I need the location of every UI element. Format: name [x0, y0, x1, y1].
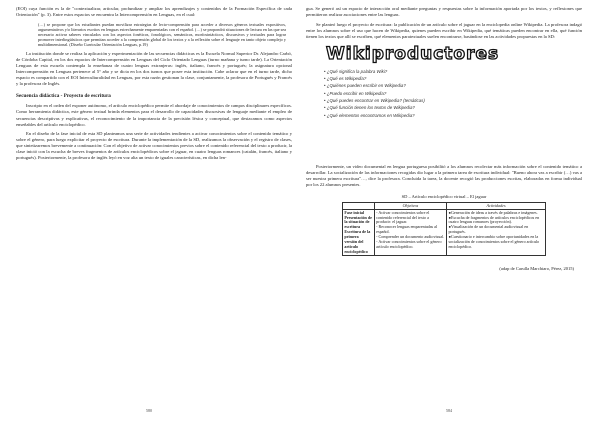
wikiproductores-figure — [324, 44, 574, 160]
list-item: • ¿Qué elementos encontramos en Wikipedia? — [324, 112, 574, 119]
left-page-number: 580 — [146, 408, 152, 413]
list-item: • ¿Qué función tienen los textos de Wikipedia? — [324, 104, 574, 111]
right-paragraph-1: gua. Se generó así un espacio de interacción oral mediante preguntas y respuestas sobre la información aportada por los textos, y reflexiones que permitieron realizar asociaciones entre las lenguas. — [306, 6, 582, 18]
wikiproductores-logo: Wikiproductores — [326, 43, 500, 64]
table-cell-objetivos: - Activar conocimientos sobre el contenido referencial del texto a producir: el jaguar. - Reconocer lenguas emparentadas al español. - Comprender un documento audiovisual. - Activar conocimientos sobre el género artículo enciclopédico. — [374, 210, 446, 256]
section-heading: Secuencia didáctica - Proyecto de escritura — [16, 93, 111, 100]
left-paragraph-4: En el diseño de la fase inicial de esta SD planteamos una serie de actividades tendientes a activar conocimientos sobre el contenido temático y sobre el género, para luego explicitar el proyecto de escritura. Durante la implementación de la SD, realizamos la observación y el registro de clases, que sintetizaremos brevemente a continuación: Con el objetivo de activar conocimientos previos sobre el contenido referencial del texto a producir, la clase inició con la escucha de breves fragmentos de artículos enciclopédicos sobre el jaguar, en cuatro lenguas romances (catalán, francés, italiano y portugués). Posteriormente, la profesora de inglés leyó en voz alta un texto de iguales características, en dicha len- — [16, 131, 292, 161]
left-paragraph-3: Inscripto en el orden del exponer autónomo, el artículo enciclopédico permite el abordaje de conocimientos de campos disciplinares específicos. Como herramienta didáctica, este género textual brinda elementos para el desarrollo de capacidades discursivas de lenguaje mediante el empleo de secuencias descriptivas y explicativas, el reconocimiento de la importancia de la precisión léxica y conceptual, que destacamos como aspectos enseñables del artículo enciclopédico. — [16, 103, 292, 127]
row-label-escritura: Escritura de la primera versión del artículo enciclopédico — [344, 229, 371, 254]
table-source: (adap de Carulla Marchiaro, Pérez, 2015) — [499, 266, 574, 272]
row-label-fase-inicial: Fase inicial Presentación de la situación de escritura — [344, 209, 372, 230]
table-header-objetivos: Objetivos — [374, 202, 446, 209]
block-quote: (…) se propone que los estudiantes puedan movilizar estrategias de lecto-comprensión para acceder a diversos géneros textuales expositivos, argumentativos y/o literarios escritos en lenguas estrechamente emparentadas con el español. (…) se propondrá situaciones de lectura en las que sea necesario activar saberes vinculados con los aspectos fonéticos, fonológicos, semánticos, morfosintácticos, discursivos y textuales para lograr promover interlingüísticos que permitan acceder a la comprensión global de los textos y a la reflexión sobre el lenguaje en tanto objeto complejo y multidimensional. (Diseño Curricular Orientación Lenguas, p.19) — [38, 21, 286, 48]
left-paragraph-1: (EOI) cuya función es la de "contextualizar, articular, profundizar y ampliar los aprendizajes y contenidos de la Formación Específica de cada Orientación" (p. 3). Entre estos espacios se encuentra la Intercomprensión en Lenguas, en el cual: — [16, 6, 292, 18]
right-page-number: 584 — [446, 408, 452, 413]
table-row-label — [343, 210, 375, 256]
list-item: • ¿Qué puedes encontrar en Wikipedia? (temáticas) — [324, 97, 574, 104]
wiki-question-list — [324, 68, 574, 119]
right-paragraph-3: Posteriormente, un video documental en lengua portuguesa posibilitó a los alumnos recolectar más información sobre el contenido temático a desarrollar. La socialización de las informaciones recogidas dio lugar a la primera tarea de escritura individual: "Bueno ahora vas a escribir (…) vas a ser nuestra primera escritura"…, dice la profesora. Concluida la tarea, la docente recogió las producciones escritas, elaboradas en forma individual por los 22 alumnos presentes. — [306, 163, 582, 187]
table-row — [343, 210, 546, 256]
list-item: • ¿Quiénes pueden escribir en Wikipedia? — [324, 82, 574, 89]
table-header-empty — [343, 202, 375, 209]
list-item: • ¿Qué significa la palabra Wiki? — [324, 68, 574, 75]
list-item: • ¿Qué es Wikipedia? — [324, 75, 574, 82]
table-caption: SD – Artículo enciclopédico virtual – El jaguar — [401, 193, 487, 199]
table-header-actividades: Actividades — [447, 202, 546, 209]
list-item: • ¿Puedo escribir en Wikipedia? — [324, 90, 574, 97]
left-page — [16, 6, 292, 161]
table-header-row — [343, 202, 546, 209]
right-paragraph-2: Se planteó luego el proyecto de escritura: la publicación de un artículo sobre el jaguar en la enciclopedia online Wikipedia. La profesora indagó entre los alumnos sobre el uso que hacen de Wikipedia, quienes pueden escribir en Wikipedia, qué temáticas pueden encontrar en ella, qué función tienen los textos que allí se escriben, qué elementos paratextuales suelen encontrarse, basándose en las actividades propuestas en la SD: — [306, 21, 582, 39]
table-cell-actividades: ●Generación de ideas a través de palabras e imágenes. ●Escucha de fragmentos de artículos enciclopédicos en cuatro lenguas romances (proyección). ●Visualización de un documental audiovisual en portugués. ●Cuestionario e intercambio sobre oportunidades en la socialización de conocimientos sobre el género artículo enciclopédico. — [447, 210, 546, 256]
sd-table — [342, 202, 546, 256]
left-paragraph-2: La institución donde se realiza la aplicación y experimentación de las secuencias didácticas es la Escuela Normal Superior Dr. Alejandro Carbó, de Córdoba Capital, en los dos espacios de Intercomprensión en Lenguas del Ciclo Orientado Lenguas (turno mañana y turno tarde). La Orientación Lenguas de esta escuela contempla la enseñanza de cuatro lenguas extranjeras: inglés, italiano, francés y portugués; la asignatura opcional Intercomprensión en Lenguas pertenece al 5° año y se dicta en los dos turnos que posee esta institución. Cabe aclarar que en el turno tarde, dicho espacio es compartido con el EOI Interculturalidad en Lenguas, por esta razón gestionan la clase, conjuntamente, la profesora de Portugués y Francés y la profesora de Inglés. — [16, 51, 292, 87]
right-page — [306, 6, 582, 272]
